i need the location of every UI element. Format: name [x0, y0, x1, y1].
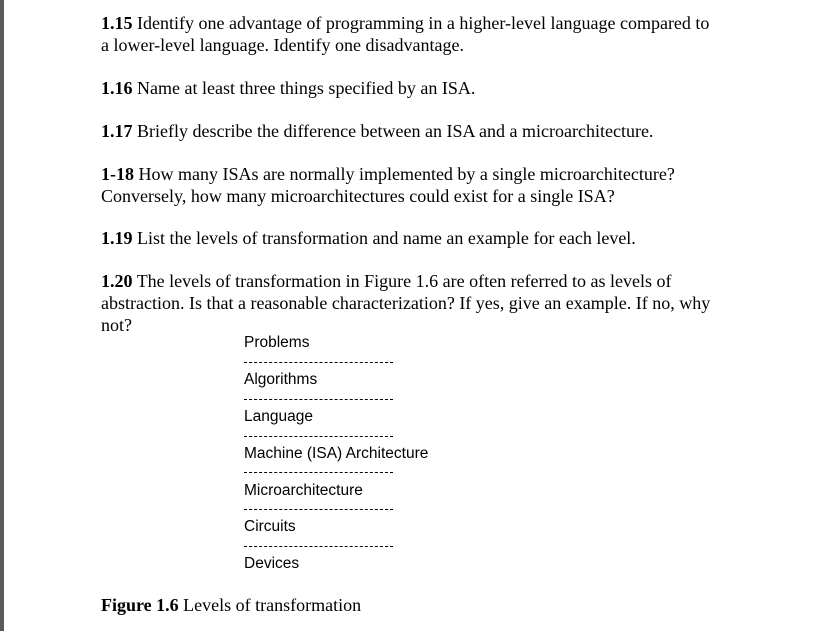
- level-devices: Devices: [244, 555, 300, 572]
- question-text: Name at least three things specified by an ISA.: [137, 78, 476, 98]
- question-text: List the levels of transformation and name an example for each level.: [137, 228, 636, 248]
- question-number: 1.16: [101, 78, 133, 98]
- level-divider: [244, 362, 393, 363]
- figure-caption-text: Levels of transformation: [183, 595, 362, 615]
- question-number: 1.20: [101, 271, 133, 291]
- question-text: Identify one advantage of programming in a higher-level language compared to a lower-level language. Identify one disadvantage.: [101, 13, 710, 55]
- question-text: Briefly describe the difference between an ISA and a microarchitecture.: [137, 121, 654, 141]
- level-divider: [244, 509, 393, 510]
- level-isa: Machine (ISA) Architecture: [244, 445, 429, 462]
- level-divider: [244, 546, 393, 547]
- question-text: How many ISAs are normally implemented by a single microarchitecture? Conversely, how many microarchitectures could exist for a single ISA?: [101, 164, 675, 206]
- question-1-20: [101, 270, 721, 336]
- level-algorithms: Algorithms: [244, 371, 318, 388]
- figure-caption: [101, 594, 361, 616]
- question-1-18: [101, 163, 721, 207]
- level-divider: [244, 399, 393, 400]
- level-divider: [244, 436, 393, 437]
- level-problems: Problems: [244, 334, 310, 351]
- question-1-16: [101, 77, 721, 99]
- document-page: [4, 0, 818, 631]
- level-circuits: Circuits: [244, 518, 296, 535]
- question-number: 1-18: [101, 164, 134, 184]
- question-1-17: [101, 120, 721, 142]
- question-number: 1.15: [101, 13, 133, 33]
- level-language: Language: [244, 408, 313, 425]
- level-divider: [244, 472, 393, 473]
- question-number: 1.17: [101, 121, 133, 141]
- question-number: 1.19: [101, 228, 133, 248]
- figure-caption-label: Figure 1.6: [101, 595, 179, 615]
- question-1-15: [101, 12, 721, 56]
- question-text: The levels of transformation in Figure 1.6 are often referred to as levels of abstraction. Is that a reasonable characterization? If yes, give an example. If no, why not?: [101, 271, 711, 335]
- level-microarchitecture: Microarchitecture: [244, 482, 363, 499]
- question-1-19: [101, 227, 721, 249]
